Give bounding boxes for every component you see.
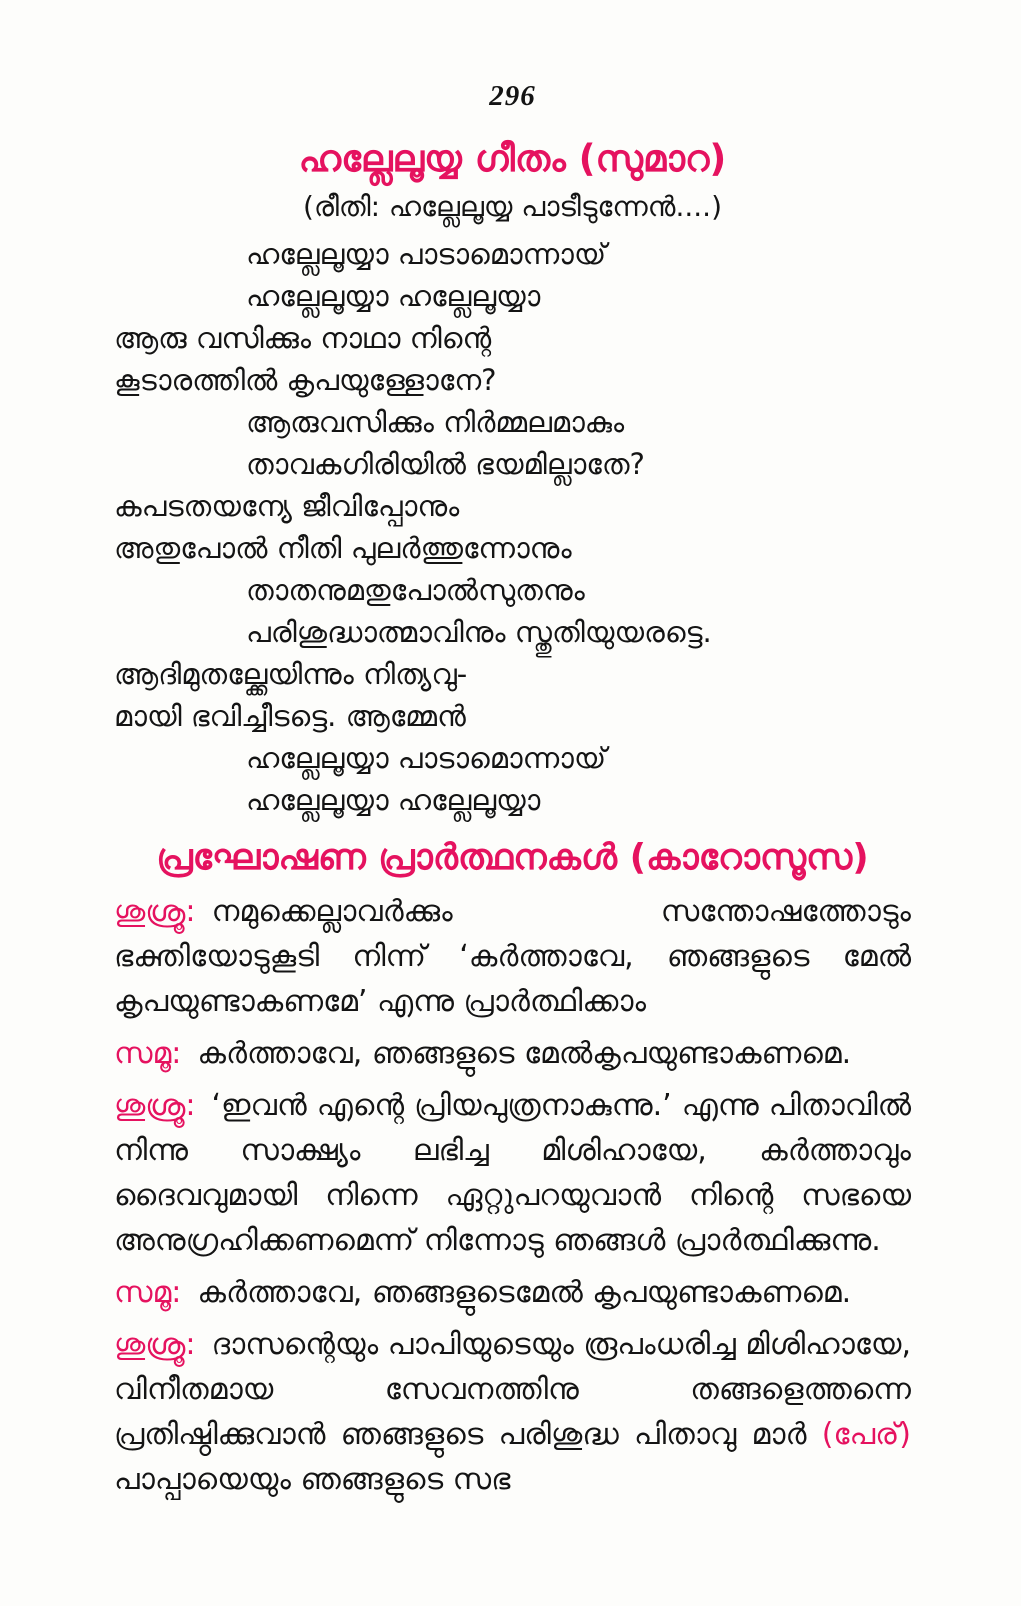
dialogue-text: ദാസന്റെയും പാപിയുടെയും രൂപംധരിച്ച മിശിഹായേ, വിനീതമായ സേവനത്തിനു തങ്ങളെത്തന്നെ പ്രതിഷ്ഠിക്കുവാൻ ഞങ്ങളുടെ പരിശുദ്ധ പിതാവു മാർ [114,1327,911,1452]
song-line: ആരു വസിക്കും നാഥാ നിന്റെ [114,321,492,355]
song-title: ഹല്ലേലൂയ്യ ഗീതം (സുമാറ) [298,137,727,180]
dialogue-text: നമുക്കെല്ലാവർക്കും സന്തോഷത്തോടും ഭക്തിയോടുകൂടി നിന്ന് ‘കർത്താവേ, ഞങ്ങളുടെ മേൽ കൃപയുണ്ടാകണമേ’ എന്നു പ്രാർത്ഥിക്കാം [114,894,911,1019]
song-line: ഹല്ലേലൂയ്യാ ഹല്ലേലൂയ്യാ [246,783,541,817]
song-line: ഹല്ലേലൂയ്യാ പാടാമൊന്നായ് [246,237,607,271]
speaker-label: സമൂ: [114,1275,182,1310]
speaker-label: ശുശ്രൂ: [114,1088,196,1123]
song-tune-note: (രീതി: ഹല്ലേലൂയ്യ പാടീടുന്നേൻ....) [302,190,722,223]
dialogue-paragraph [114,1270,911,1315]
song-line: കപടതയന്യേ ജീവിപ്പോനും [114,489,460,523]
dialogue-text: പാപ്പായെയും ഞങ്ങളുടെ സഭ [114,1462,511,1497]
song-line: പരിശുദ്ധാത്മാവിനും സ്തുതിയുയരട്ടെ. [246,615,712,649]
dialogue-paragraph [114,889,911,1024]
song-line: ആദിമുതല്ക്കേയിന്നും നിത്യവു- [114,657,468,691]
karosusa-dialogues [114,889,911,1502]
page-number: 296 [489,80,536,112]
song-line: താതനുമതുപോൽസുതനും [246,573,585,607]
speaker-label: ശുശ്രൂ: [114,894,196,929]
dialogue-text: കർത്താവേ, ഞങ്ങളുടെ മേൽകൃപയുണ്ടാകണമെ. [197,1036,852,1071]
song-line: താവകഗിരിയിൽ ഭയമില്ലാതേ? [246,447,645,481]
karosusa-title: പ്രഘോഷണ പ്രാർത്ഥനകൾ (കാറോസൂസ) [156,837,869,878]
song-line: മായി ഭവിച്ചീടട്ടെ. ആമ്മേൻ [114,699,466,733]
song-line: ഹല്ലേലൂയ്യാ ഹല്ലേലൂയ്യാ [246,279,541,313]
dialogue-paragraph [114,1083,911,1263]
dialogue-paragraph [114,1322,911,1502]
song-line: ഹല്ലേലൂയ്യാ പാടാമൊന്നായ് [246,741,607,775]
song-line: ആരുവസിക്കും നിർമ്മലമാകും [246,405,625,439]
dialogue-text: ‘ഇവൻ എന്റെ പ്രിയപുത്രനാകുന്നു.’ എന്നു പിതാവിൽ നിന്നു സാക്ഷ്യം ലഭിച്ച മിശിഹായേ, കർത്താവും ദൈവവുമായി നിന്നെ ഏറ്റുപറയുവാൻ നിന്റെ സഭയെ അനുഗ്രഹിക്കണമെന്ന് നിന്നോടു ഞങ്ങൾ പ്രാർത്ഥിക്കുന്നു. [114,1088,911,1258]
speaker-label: സമൂ: [114,1036,182,1071]
dialogue-paragraph [114,1031,911,1076]
speaker-label: ശുശ്രൂ: [114,1327,196,1362]
name-placeholder: (പേര്) [821,1417,911,1452]
song-line: അതുപോൽ നീതി പുലർത്തുന്നോനും [114,531,572,565]
dialogue-text: കർത്താവേ, ഞങ്ങളുടെമേൽ കൃപയുണ്ടാകണമെ. [197,1275,852,1310]
song-lyrics [114,233,911,821]
song-line: കൂടാരത്തിൽ കൃപയുള്ളോനേ? [114,363,497,397]
